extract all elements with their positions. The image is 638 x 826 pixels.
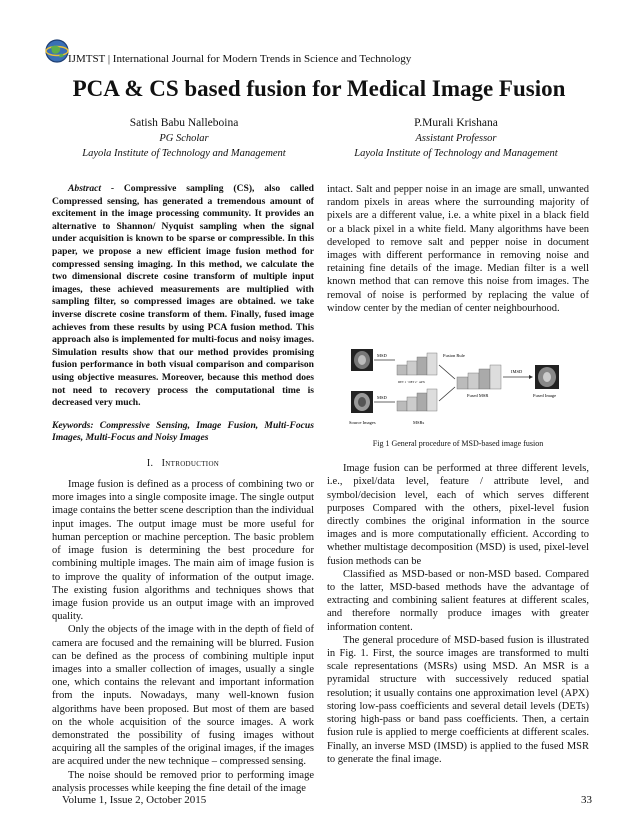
paragraph: intact. Salt and pepper noise in an image are small, unwanted random pixels in areas where the surrounding majority of pixels are a different value, i.e. a white pixel in a black field or a black pixel in a white field. Many algorithms have been developed to remove salt and pepper noise in document images with different performance in removing noise and retaining fine details of the image. Median filter is a well known method that can remove this noise from images. The removal of noise is performed by replacing the value of window center by the median of center neighbourhood. (327, 184, 589, 314)
msrs-label: MSRs (413, 420, 425, 426)
paragraph: Only the objects of the image with in the depth of field of camera are focused and the remaining will be blurred. Fusion can be defined as the process of combining multiple input images into a smaller collection of images, usually a single one, which contains the relevant and important information from the inputs. Nowadays, many well-known fusion algorithms have been proposed. But most of them are based on the whole acquisition of the source images. A work demonstrated the possibility of fusing images without acquiring all the samples of the original images, if the images are acquired under the new technique – compressed sensing. (52, 624, 314, 768)
abstract-text: - Compressive sampling (CS), also called Compressed sensing, has generated a tremendous amount of excitement in the image processing community. It provides an alternative to Shannon/ Nyquist sampling when the signal under acquisition is known to be sparse or compressible. In this paper, we propose a new efficient image fusion method for compressed sensing imaging. In this method, we calculate the two dimensional discrete cosine transform of multiple input images, these achieved measurements are multiplied with sampling filter, so compressed images are obtained. we take inverse discrete cosine transform of them. Finally, fused image achieves from these results by using PCA fusion method. This approach also is implemented for multi-focus and noisy images. Simulation results show that our method provides promising fusion performance in both visual comparison and comparison using objective measures. Moreover, because this method does not need to recovery process the computational time is decreased very much. (52, 183, 314, 409)
msr-2 (397, 389, 437, 411)
author-role: PG Scholar (159, 133, 209, 144)
msd-label: MSD (377, 353, 387, 359)
footer-volume: Volume 1, Issue 2, October 2015 (62, 794, 207, 806)
svg-text:DET 1 · DET 2 · APX: DET 1 · DET 2 · APX (398, 380, 425, 385)
fused-image-label: Fused Image (533, 393, 557, 399)
section-title: Introduction (161, 457, 220, 469)
paragraph: Image fusion can be performed at three different levels, i.e., pixel/data level, feature / attribute level, and symbol/decision level, each of which serves different purposes Compared with the others, pixel-level fusion directly combines the original information in the source images and is more computationally efficient. According to whether multistage decomposition (MSD) is used, pixel-level fusion methods can be (327, 463, 589, 567)
page-number: 33 (581, 794, 592, 806)
msd-fusion-diagram (327, 343, 589, 429)
paragraph: The general procedure of MSD-based fusion is illustrated in Fig. 1. First, the source images are transformed to multi scale representations (MSRs) using MSD. An MSR is a pyramidal structure with successively reduced spatial resolution; it usually contains one approximation level (APX) storing low-pass coefficients and several detail levels (DETs) storing high-pass or band pass coefficients. Then, a certain fusion rule is applied to merge coefficients at different scales. Finally, an inverse MSD (IMSD) is applied to the fused MSR to generate the final image. (327, 634, 589, 765)
journal-header (44, 38, 604, 78)
paragraph: Image fusion is defined as a process of combining two or more images into a single composite image. The single output image contains the better scene description than the individual input images. The output image must be more useful for human perception or machine perception. The basic problem of image fusion is determining the best procedure for combining multiple images. The main aim of image fusion is to improve the quality of information of the output image. The existing fusion algorithms and techniques shows that image fusion provide us an output image with an improved quality. (52, 479, 314, 623)
keywords: Keywords: Compressive Sensing, Image Fusion, Multi-Focus Images, Multi-Focus and Noisy Images (52, 419, 314, 444)
author-role: Assistant Professor (415, 133, 497, 144)
paper-title: PCA & CS based fusion for Medical Image Fusion (72, 76, 566, 101)
abstract-label: Abstract (68, 183, 102, 194)
abstract (52, 183, 314, 410)
paragraph: Classified as MSD-based or non-MSD based. Compared to the latter, MSD-based methods have the advantage of extracting and combining salient features at different scales, and therefore normally produce images with greater information content. (327, 568, 589, 633)
figure-1 (327, 343, 589, 429)
journal-name: IJMTST | International Journal for Modern Trends in Science and Technology (68, 53, 412, 65)
section-number: I. (146, 457, 154, 469)
fusion-rule-label: Fusion Rule (443, 353, 465, 359)
msr-1 (397, 353, 437, 384)
paragraph: The noise should be removed prior to performing image analysis processes while keeping the fine detail of the image (52, 769, 314, 794)
fused-msr-label: Fused MSR (467, 393, 489, 399)
author-1 (34, 116, 334, 161)
msd-label: MSD (377, 395, 387, 401)
author-name: Satish Babu Nalleboina (129, 117, 239, 129)
section-heading (52, 457, 314, 470)
imsd-label: IMSD (511, 369, 523, 375)
source-images-label: Source Images (349, 420, 376, 426)
figure-caption: Fig 1 General procedure of MSD-based image fusion (372, 439, 544, 449)
author-2 (306, 116, 606, 161)
author-name: P.Murali Krishana (414, 117, 498, 129)
left-column (52, 183, 314, 795)
right-column (327, 183, 589, 766)
author-institute: Layola Institute of Technology and Management (354, 148, 558, 159)
fused-msr (457, 365, 501, 389)
author-institute: Layola Institute of Technology and Management (82, 148, 286, 159)
journal-logo-icon (44, 38, 70, 64)
